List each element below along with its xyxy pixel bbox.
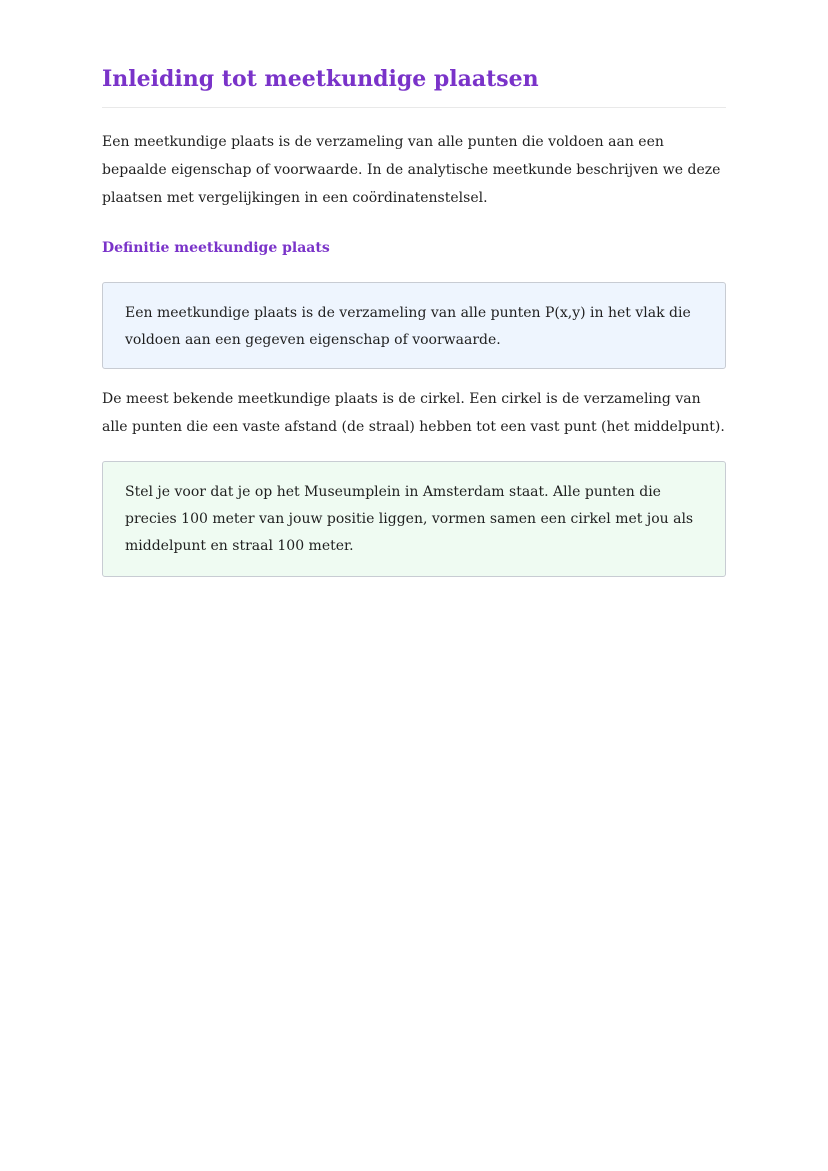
definition-text: Een meetkundige plaats is de verzameling van alle punten P(x,y) in het vlak die voldoen aan een gegeven eigenschap of voorwaarde. xyxy=(125,305,691,348)
circle-paragraph: De meest bekende meetkundige plaats is de cirkel. Een cirkel is de verzameling van alle punten die een vaste afstand (de straal) hebben tot een vast punt (het middelpunt). xyxy=(102,391,725,435)
definition-heading: Definitie meetkundige plaats xyxy=(102,240,330,256)
intro-paragraph: Een meetkundige plaats is de verzameling van alle punten die voldoen aan een bepaalde eigenschap of voorwaarde. In de analytische meetkunde beschrijven we deze plaatsen met vergelijkingen in een coördinatenstelsel. xyxy=(102,134,721,206)
page-title: Inleiding tot meetkundige plaatsen xyxy=(102,64,726,108)
document-page xyxy=(102,64,726,577)
example-text: Stel je voor dat je op het Museumplein in Amsterdam staat. Alle punten die precies 100 meter van jouw positie liggen, vormen samen een cirkel met jou als middelpunt en straal 100 meter. xyxy=(125,484,694,554)
definition-box xyxy=(102,282,726,369)
example-box xyxy=(102,461,726,577)
